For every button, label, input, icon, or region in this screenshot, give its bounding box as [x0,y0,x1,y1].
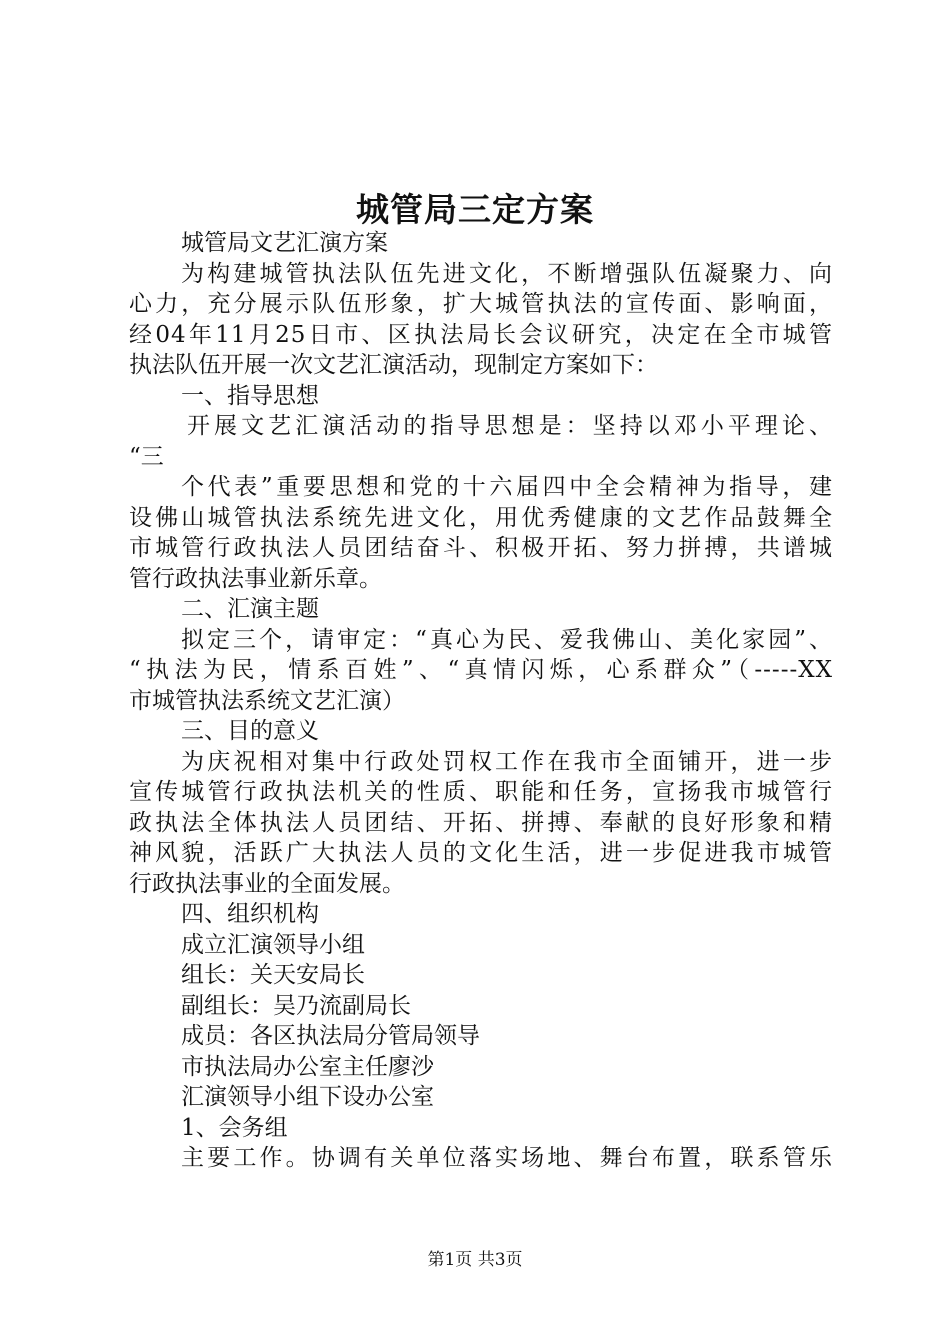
page-footer: 第1页 共3页 [427,1250,523,1270]
section-heading: 二、汇演主题 [181,596,319,622]
subtitle-line: 城管局文艺汇演方案 [181,230,388,256]
paragraph-line: 执法队伍开展一次文艺汇演活动，现制定方案如下： [129,352,658,378]
paragraph-line: “三 [129,443,164,470]
paragraph-line: 为构建城管执法队伍先进文化，不断增强队伍凝聚力、向 [181,260,833,287]
paragraph-line: 经04年11月25日市、区执法局长会议研究，决定在全市城管 [129,321,833,348]
paragraph-line: 开展文艺汇演活动的指导思想是：坚持以邓小平理论、 [187,413,833,439]
paragraph-line: 宣传城管行政执法机关的性质、职能和任务，宣扬我市城管行 [129,779,833,805]
section-heading: 1、会务组 [181,1114,288,1141]
paragraph-line: 拟定三个，请审定：“真心为民、爱我佛山、美化家园”、 [181,626,833,653]
paragraph-line: 组长：关天安局长 [181,962,365,988]
paragraph-line: 神风貌，活跃广大执法人员的文化生活，进一步促进我市城管 [129,840,833,866]
paragraph-line: 成立汇演领导小组 [181,931,365,958]
paragraph-line: 汇演领导小组下设办公室 [181,1084,434,1110]
section-heading: 一、指导思想 [181,382,319,409]
paragraph-line: 市执法局办公室主任廖沙 [181,1053,434,1080]
paragraph-line: 设佛山城管执法系统先进文化，用优秀健康的文艺作品鼓舞全 [129,504,833,531]
paragraph-line: 行政执法事业的全面发展。 [129,870,405,897]
paragraph-line: 副组长：吴乃流副局长 [181,992,411,1019]
paragraph-line: 市城管行政执法人员团结奋斗、积极开拓、努力拼搏，共谱城 [129,535,833,561]
document-body [129,228,833,1174]
paragraph-line: 成员：各区执法局分管局领导 [181,1023,480,1049]
paragraph-line: 个代表”重要思想和党的十六届四中全会精神为指导，建 [181,474,833,500]
paragraph-line: 政执法全体执法人员团结、开拓、拼搏、奉献的良好形象和精 [129,809,833,836]
section-heading: 四、组织机构 [181,901,319,927]
document-title: 城管局三定方案 [356,190,594,229]
paragraph-line: “执法为民，情系百姓”、“真情闪烁，心系群众”（-----XX [129,657,833,683]
paragraph-line: 主要工作。协调有关单位落实场地、舞台布置，联系管乐 [181,1145,833,1171]
section-heading: 三、目的意义 [181,718,319,744]
paragraph-line: 心力，充分展示队伍形象，扩大城管执法的宣传面、影响面， [129,291,833,317]
paragraph-line: 为庆祝相对集中行政处罚权工作在我市全面铺开，进一步 [181,748,833,775]
paragraph-line: 管行政执法事业新乐章。 [129,565,382,592]
paragraph-line: 市城管执法系统文艺汇演） [129,687,405,714]
